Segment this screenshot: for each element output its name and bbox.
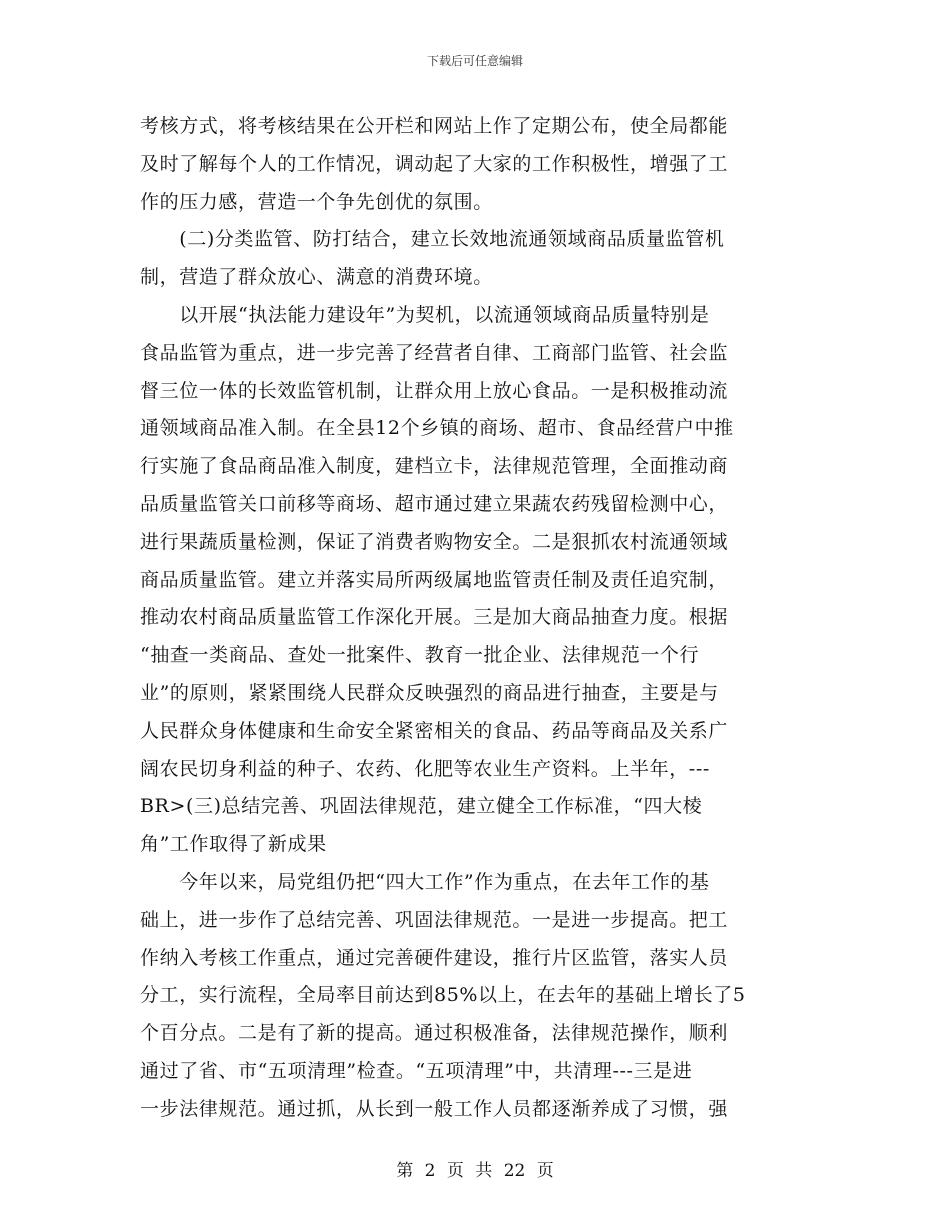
text-line: 推动农村商品质量监管工作深化开展。三是加大商品抽查力度。根据 bbox=[140, 606, 729, 629]
section-heading-line: 制，营造了群众放心、满意的消费环境。 bbox=[140, 266, 493, 289]
page-header: 下载后可任意编辑 bbox=[426, 54, 523, 68]
text-line: 考核方式，将考核结果在公开栏和网站上作了定期公布，使全局都能 bbox=[140, 115, 729, 137]
section-heading-line: BR>(三)总结完善、巩固法律规范，建立健全工作标准，“四大棱 bbox=[140, 795, 703, 818]
text-line: 业”的原则，紧紧围绕人民群众反映强烈的商品进行抽查，主要是与 bbox=[140, 681, 719, 704]
text-line: 通领域商品准入制。在全县12个乡镇的商场、超市、食品经营户中推 bbox=[140, 417, 734, 440]
text-line: 今年以来，局党组仍把“四大工作”作为重点，在去年工作的基 bbox=[140, 870, 710, 893]
text-line: 行实施了食品商品准入制度，建档立卡，法律规范管理，全面推动商 bbox=[140, 455, 729, 478]
text-line: 个百分点。二是有了新的提高。通过积极准备，法律规范操作，顺利 bbox=[140, 1022, 729, 1045]
text-line: 作的压力感，营造一个争先创优的氛围。 bbox=[140, 190, 493, 213]
section-heading-line: 角”工作取得了新成果 bbox=[140, 833, 327, 856]
document-body bbox=[140, 108, 810, 1129]
text-line: 商品质量监管。建立并落实局所两级属地监管责任制及责任追究制， bbox=[140, 568, 729, 591]
text-line: 人民群众身体健康和生命安全紧密相关的食品、药品等商品及关系广 bbox=[140, 719, 729, 742]
text-line: 食品监管为重点，进一步完善了经营者自律、工商部门监管、社会监 bbox=[140, 341, 729, 364]
text-line: 及时了解每个人的工作情况，调动起了大家的工作积极性，增强了工 bbox=[140, 152, 729, 175]
text-line: 分工，实行流程，全局率目前达到85%以上，在去年的基础上增长了5 bbox=[140, 984, 746, 1007]
text-line: 通过了省、市“五项清理”检查。“五项清理”中，共清理---三是进 bbox=[140, 1059, 693, 1082]
section-heading-line: (二)分类监管、防打结合，建立长效地流通领域商品质量监管机 bbox=[140, 228, 725, 251]
text-line: 督三位一体的长效监管机制，让群众用上放心食品。一是积极推动流 bbox=[140, 379, 729, 402]
text-line: 阔农民切身利益的种子、农药、化肥等农业生产资料。上半年，--- bbox=[140, 757, 710, 780]
text-line: 以开展“执法能力建设年”为契机，以流通领域商品质量特别是 bbox=[140, 303, 710, 326]
text-line: 进行果蔬质量检测，保证了消费者购物安全。二是狠抓农村流通领域 bbox=[140, 530, 729, 553]
text-line: 作纳入考核工作重点，通过完善硬件建设，推行片区监管，落实人员 bbox=[140, 946, 729, 969]
text-line: 础上，进一步作了总结完善、巩固法律规范。一是进一步提高。把工 bbox=[140, 908, 729, 931]
text-line: 一步法律规范。通过抓，从长到一般工作人员都逐渐养成了习惯，强 bbox=[140, 1097, 729, 1120]
page-number: 第 2 页 共 22 页 bbox=[396, 1161, 554, 1181]
text-line: 品质量监管关口前移等商场、超市通过建立果蔬农药残留检测中心， bbox=[140, 492, 729, 515]
text-line: “抽查一类商品、查处一批案件、教育一批企业、法律规范一个行 bbox=[140, 644, 700, 667]
